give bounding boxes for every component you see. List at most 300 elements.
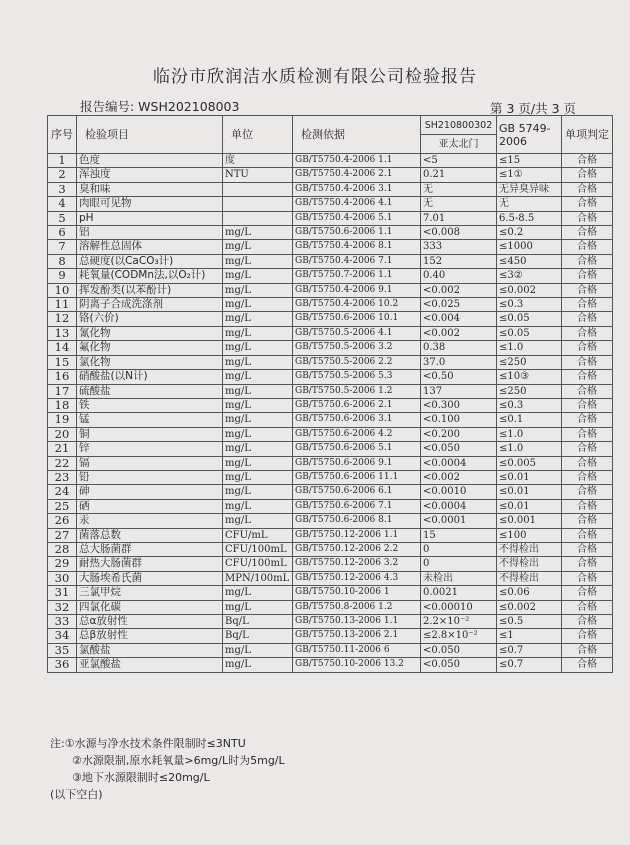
cell-basis: GB/T5750.12-2006 3.2 (293, 557, 421, 571)
page-number: 第 3 页/共 3 页 (490, 101, 577, 116)
cell-basis: GB/T5750.10-2006 1 (293, 586, 421, 600)
cell-verdict: 合格 (562, 499, 613, 513)
cell-verdict: 合格 (562, 312, 613, 326)
table-row (48, 600, 613, 614)
table-header-row (48, 116, 613, 135)
cell-item: 阴离子合成洗涤剂 (77, 298, 223, 312)
cell-basis: GB/T5750.4-2006 2.1 (293, 168, 421, 182)
cell-no: 7 (48, 240, 77, 254)
cell-item: 浑浊度 (77, 168, 223, 182)
cell-limit: 无异臭异味 (497, 182, 562, 196)
notes (50, 735, 285, 803)
cell-limit: ≤250 (497, 384, 562, 398)
cell-verdict: 合格 (562, 370, 613, 384)
cell-unit: mg/L (223, 427, 293, 441)
cell-result: <0.50 (421, 370, 497, 384)
note-3: ③地下水源限制时≤20mg/L (72, 771, 210, 784)
cell-result: <0.002 (421, 326, 497, 340)
cell-verdict: 合格 (562, 629, 613, 643)
table-row (48, 197, 613, 211)
cell-limit: ≤15 (497, 154, 562, 168)
header-basis: 检测依据 (293, 116, 421, 154)
cell-verdict: 合格 (562, 182, 613, 196)
cell-limit: ≤100 (497, 528, 562, 542)
cell-verdict: 合格 (562, 240, 613, 254)
cell-verdict: 合格 (562, 571, 613, 585)
cell-basis: GB/T5750.6-2006 7.1 (293, 499, 421, 513)
table-row (48, 182, 613, 196)
table-row (48, 341, 613, 355)
cell-limit: ≤0.7 (497, 643, 562, 657)
cell-basis: GB/T5750.6-2006 10.1 (293, 312, 421, 326)
cell-verdict: 合格 (562, 427, 613, 441)
cell-item: 锌 (77, 442, 223, 456)
cell-verdict: 合格 (562, 413, 613, 427)
cell-verdict: 合格 (562, 254, 613, 268)
cell-verdict: 合格 (562, 442, 613, 456)
cell-no: 6 (48, 226, 77, 240)
cell-verdict: 合格 (562, 398, 613, 412)
cell-basis: GB/T5750.6-2006 11.1 (293, 470, 421, 484)
cell-basis: GB/T5750.11-2006 6 (293, 643, 421, 657)
cell-result: <0.004 (421, 312, 497, 326)
cell-unit: MPN/100mL (223, 571, 293, 585)
table-row (48, 154, 613, 168)
cell-limit: ≤0.3 (497, 298, 562, 312)
cell-verdict: 合格 (562, 168, 613, 182)
table-row (48, 312, 613, 326)
cell-item: 挥发酚类(以苯酚计) (77, 283, 223, 297)
cell-basis: GB/T5750.5-2006 3.2 (293, 341, 421, 355)
cell-item: 铝 (77, 226, 223, 240)
cell-basis: GB/T5750.6-2006 8.1 (293, 514, 421, 528)
cell-unit: mg/L (223, 499, 293, 513)
cell-limit: ≤3② (497, 269, 562, 283)
cell-result: <0.050 (421, 442, 497, 456)
cell-unit: CFU/100mL (223, 542, 293, 556)
table-row (48, 629, 613, 643)
cell-no: 24 (48, 485, 77, 499)
cell-no: 23 (48, 470, 77, 484)
header-item: 检验项目 (77, 116, 223, 154)
cell-verdict: 合格 (562, 586, 613, 600)
cell-no: 1 (48, 154, 77, 168)
cell-limit: ≤0.01 (497, 499, 562, 513)
cell-basis: GB/T5750.4-2006 3.1 (293, 182, 421, 196)
cell-no: 32 (48, 600, 77, 614)
cell-basis: GB/T5750.6-2006 2.1 (293, 398, 421, 412)
cell-verdict: 合格 (562, 211, 613, 225)
table-row (48, 355, 613, 369)
table-row (48, 298, 613, 312)
cell-basis: GB/T5750.5-2006 5.3 (293, 370, 421, 384)
cell-result: 137 (421, 384, 497, 398)
cell-no: 25 (48, 499, 77, 513)
cell-basis: GB/T5750.4-2006 1.1 (293, 154, 421, 168)
cell-unit: Bq/L (223, 629, 293, 643)
cell-result: 0.40 (421, 269, 497, 283)
cell-limit: ≤0.5 (497, 615, 562, 629)
cell-unit: mg/L (223, 226, 293, 240)
cell-item: 铬(六价) (77, 312, 223, 326)
cell-item: 硝酸盐(以N计) (77, 370, 223, 384)
cell-limit: 6.5-8.5 (497, 211, 562, 225)
cell-basis: GB/T5750.6-2006 9.1 (293, 456, 421, 470)
cell-unit (223, 197, 293, 211)
cell-item: 氟化物 (77, 341, 223, 355)
table-row (48, 615, 613, 629)
cell-basis: GB/T5750.13-2006 1.1 (293, 615, 421, 629)
cell-item: pH (77, 211, 223, 225)
cell-basis: GB/T5750.4-2006 8.1 (293, 240, 421, 254)
cell-no: 8 (48, 254, 77, 268)
cell-no: 27 (48, 528, 77, 542)
cell-result: 未检出 (421, 571, 497, 585)
cell-limit: ≤0.002 (497, 600, 562, 614)
cell-item: 镉 (77, 456, 223, 470)
report-title: 临汾市欣润洁水质检测有限公司检验报告 (153, 67, 477, 87)
cell-unit: 度 (223, 154, 293, 168)
cell-no: 10 (48, 283, 77, 297)
cell-basis: GB/T5750.12-2006 2.2 (293, 542, 421, 556)
cell-result: 37.0 (421, 355, 497, 369)
cell-verdict: 合格 (562, 355, 613, 369)
header-verdict: 单项判定 (562, 116, 613, 154)
cell-no: 4 (48, 197, 77, 211)
cell-unit: mg/L (223, 643, 293, 657)
cell-unit: mg/L (223, 413, 293, 427)
cell-no: 12 (48, 312, 77, 326)
cell-no: 3 (48, 182, 77, 196)
table-row (48, 269, 613, 283)
table-row (48, 643, 613, 657)
cell-basis: GB/T5750.5-2006 4.1 (293, 326, 421, 340)
cell-verdict: 合格 (562, 615, 613, 629)
cell-no: 29 (48, 557, 77, 571)
cell-basis: GB/T5750.6-2006 5.1 (293, 442, 421, 456)
cell-limit: ≤0.001 (497, 514, 562, 528)
cell-limit: 不得检出 (497, 571, 562, 585)
cell-unit (223, 182, 293, 196)
cell-item: 耗氧量(CODMn法,以O₂计) (77, 269, 223, 283)
cell-no: 16 (48, 370, 77, 384)
cell-no: 19 (48, 413, 77, 427)
cell-verdict: 合格 (562, 557, 613, 571)
cell-no: 2 (48, 168, 77, 182)
table-row (48, 168, 613, 182)
cell-item: 三氯甲烷 (77, 586, 223, 600)
cell-item: 四氯化碳 (77, 600, 223, 614)
cell-unit: mg/L (223, 326, 293, 340)
cell-no: 5 (48, 211, 77, 225)
cell-unit: mg/L (223, 384, 293, 398)
cell-limit: ≤0.7 (497, 658, 562, 672)
cell-item: 总β放射性 (77, 629, 223, 643)
cell-limit: ≤250 (497, 355, 562, 369)
cell-unit: mg/L (223, 586, 293, 600)
cell-limit: ≤1① (497, 168, 562, 182)
cell-limit: ≤0.05 (497, 312, 562, 326)
cell-no: 9 (48, 269, 77, 283)
cell-limit: ≤450 (497, 254, 562, 268)
cell-result: <0.050 (421, 658, 497, 672)
cell-unit: mg/L (223, 283, 293, 297)
table-row (48, 384, 613, 398)
cell-limit: ≤1.0 (497, 427, 562, 441)
cell-verdict: 合格 (562, 269, 613, 283)
cell-item: 氯酸盐 (77, 643, 223, 657)
cell-result: <0.002 (421, 470, 497, 484)
table-row (48, 283, 613, 297)
cell-result: <0.025 (421, 298, 497, 312)
cell-verdict: 合格 (562, 326, 613, 340)
cell-basis: GB/T5750.12-2006 1.1 (293, 528, 421, 542)
cell-no: 36 (48, 658, 77, 672)
cell-limit: ≤0.002 (497, 283, 562, 297)
cell-limit: ≤0.3 (497, 398, 562, 412)
cell-unit: mg/L (223, 600, 293, 614)
cell-verdict: 合格 (562, 456, 613, 470)
cell-unit: mg/L (223, 254, 293, 268)
cell-verdict: 合格 (562, 643, 613, 657)
cell-basis: GB/T5750.4-2006 5.1 (293, 211, 421, 225)
cell-result: <5 (421, 154, 497, 168)
cell-result: <0.0004 (421, 499, 497, 513)
table-row (48, 528, 613, 542)
note-1: 注:①水源与净水技术条件限制时≤3NTU (50, 737, 246, 750)
cell-result: 0.21 (421, 168, 497, 182)
cell-item: 溶解性总固体 (77, 240, 223, 254)
cell-basis: GB/T5750.6-2006 6.1 (293, 485, 421, 499)
cell-no: 28 (48, 542, 77, 556)
cell-item: 色度 (77, 154, 223, 168)
cell-no: 17 (48, 384, 77, 398)
cell-unit: mg/L (223, 470, 293, 484)
cell-result: 0.38 (421, 341, 497, 355)
header-sample-id: SH210800302 (421, 116, 497, 135)
cell-verdict: 合格 (562, 470, 613, 484)
cell-limit: ≤0.005 (497, 456, 562, 470)
cell-result: 152 (421, 254, 497, 268)
cell-unit: mg/L (223, 398, 293, 412)
cell-limit: ≤0.1 (497, 413, 562, 427)
cell-item: 总大肠菌群 (77, 542, 223, 556)
test-results-table (47, 115, 613, 673)
cell-result: 无 (421, 197, 497, 211)
cell-unit: NTU (223, 168, 293, 182)
cell-basis: GB/T5750.6-2006 4.2 (293, 427, 421, 441)
note-blank: (以下空白) (50, 788, 103, 801)
cell-item: 铜 (77, 427, 223, 441)
cell-result: <0.002 (421, 283, 497, 297)
cell-limit: 不得检出 (497, 557, 562, 571)
table-row (48, 499, 613, 513)
table-row (48, 485, 613, 499)
cell-limit: ≤1.0 (497, 442, 562, 456)
table-row (48, 226, 613, 240)
cell-verdict: 合格 (562, 514, 613, 528)
cell-item: 大肠埃希氏菌 (77, 571, 223, 585)
cell-no: 33 (48, 615, 77, 629)
table-row (48, 542, 613, 556)
cell-basis: GB/T5750.5-2006 2.2 (293, 355, 421, 369)
header-unit: 单位 (223, 116, 293, 154)
cell-result: 2.2×10⁻² (421, 615, 497, 629)
table-row (48, 470, 613, 484)
cell-result: <0.0001 (421, 514, 497, 528)
cell-basis: GB/T5750.4-2006 7.1 (293, 254, 421, 268)
cell-limit: ≤0.2 (497, 226, 562, 240)
table-row (48, 326, 613, 340)
cell-result: <0.00010 (421, 600, 497, 614)
cell-unit: mg/L (223, 658, 293, 672)
table-row (48, 514, 613, 528)
cell-result: <0.008 (421, 226, 497, 240)
cell-no: 15 (48, 355, 77, 369)
cell-no: 35 (48, 643, 77, 657)
cell-verdict: 合格 (562, 298, 613, 312)
cell-verdict: 合格 (562, 528, 613, 542)
cell-result: <0.050 (421, 643, 497, 657)
cell-item: 氯化物 (77, 355, 223, 369)
cell-result: 333 (421, 240, 497, 254)
cell-unit: mg/L (223, 355, 293, 369)
cell-result: 15 (421, 528, 497, 542)
cell-verdict: 合格 (562, 384, 613, 398)
cell-limit: ≤0.01 (497, 485, 562, 499)
cell-verdict: 合格 (562, 542, 613, 556)
cell-basis: GB/T5750.4-2006 4.1 (293, 197, 421, 211)
cell-verdict: 合格 (562, 154, 613, 168)
cell-unit (223, 211, 293, 225)
table-row (48, 557, 613, 571)
cell-no: 13 (48, 326, 77, 340)
cell-item: 硫酸盐 (77, 384, 223, 398)
cell-verdict: 合格 (562, 600, 613, 614)
cell-limit: ≤1.0 (497, 341, 562, 355)
cell-item: 铅 (77, 470, 223, 484)
cell-item: 臭和味 (77, 182, 223, 196)
cell-result: <0.0004 (421, 456, 497, 470)
cell-basis: GB/T5750.13-2006 2.1 (293, 629, 421, 643)
cell-no: 14 (48, 341, 77, 355)
cell-unit: mg/L (223, 298, 293, 312)
table-row (48, 456, 613, 470)
table-row (48, 442, 613, 456)
cell-limit: ≤0.06 (497, 586, 562, 600)
cell-unit: mg/L (223, 240, 293, 254)
cell-unit: CFU/mL (223, 528, 293, 542)
cell-result: 无 (421, 182, 497, 196)
cell-item: 耐热大肠菌群 (77, 557, 223, 571)
table-row (48, 398, 613, 412)
cell-no: 20 (48, 427, 77, 441)
cell-unit: mg/L (223, 485, 293, 499)
cell-limit: ≤0.05 (497, 326, 562, 340)
cell-verdict: 合格 (562, 658, 613, 672)
cell-item: 硒 (77, 499, 223, 513)
note-2: ②水源限制,原水耗氧量>6mg/L时为5mg/L (72, 754, 285, 767)
cell-unit: mg/L (223, 442, 293, 456)
cell-limit: ≤0.01 (497, 470, 562, 484)
cell-item: 菌落总数 (77, 528, 223, 542)
table-row (48, 211, 613, 225)
cell-basis: GB/T5750.4-2006 10.2 (293, 298, 421, 312)
cell-basis: GB/T5750.5-2006 1.2 (293, 384, 421, 398)
cell-basis: GB/T5750.4-2006 9.1 (293, 283, 421, 297)
cell-result: 0.0021 (421, 586, 497, 600)
cell-limit: ≤1000 (497, 240, 562, 254)
cell-verdict: 合格 (562, 485, 613, 499)
cell-result: <0.200 (421, 427, 497, 441)
cell-unit: mg/L (223, 312, 293, 326)
cell-limit: 无 (497, 197, 562, 211)
table-row (48, 586, 613, 600)
cell-unit: mg/L (223, 341, 293, 355)
cell-verdict: 合格 (562, 283, 613, 297)
table-row (48, 240, 613, 254)
cell-item: 亚氯酸盐 (77, 658, 223, 672)
cell-basis: GB/T5750.6-2006 3.1 (293, 413, 421, 427)
cell-unit: Bq/L (223, 615, 293, 629)
cell-verdict: 合格 (562, 341, 613, 355)
header-no: 序号 (48, 116, 77, 154)
cell-item: 砷 (77, 485, 223, 499)
cell-result: 0 (421, 557, 497, 571)
cell-result: <0.300 (421, 398, 497, 412)
cell-limit: ≤1 (497, 629, 562, 643)
cell-verdict: 合格 (562, 226, 613, 240)
cell-limit: ≤10③ (497, 370, 562, 384)
cell-unit: mg/L (223, 370, 293, 384)
cell-no: 31 (48, 586, 77, 600)
cell-result: ≤2.8×10⁻² (421, 629, 497, 643)
cell-basis: GB/T5750.7-2006 1.1 (293, 269, 421, 283)
cell-result: 7.01 (421, 211, 497, 225)
cell-unit: mg/L (223, 456, 293, 470)
cell-item: 铁 (77, 398, 223, 412)
cell-result: <0.0010 (421, 485, 497, 499)
cell-basis: GB/T5750.10-2006 13.2 (293, 658, 421, 672)
cell-no: 11 (48, 298, 77, 312)
cell-item: 总α放射性 (77, 615, 223, 629)
table-row (48, 413, 613, 427)
report-number: 报告编号: WSH202108003 (80, 99, 240, 114)
cell-item: 氰化物 (77, 326, 223, 340)
header-limit: GB 5749-2006 (497, 116, 562, 154)
cell-no: 30 (48, 571, 77, 585)
table-row (48, 571, 613, 585)
cell-limit: 不得检出 (497, 542, 562, 556)
table-row (48, 658, 613, 672)
cell-unit: mg/L (223, 514, 293, 528)
cell-unit: mg/L (223, 269, 293, 283)
header-sample-location: 亚太北门 (421, 135, 497, 154)
cell-basis: GB/T5750.6-2006 1.1 (293, 226, 421, 240)
cell-no: 34 (48, 629, 77, 643)
cell-result: <0.100 (421, 413, 497, 427)
cell-basis: GB/T5750.12-2006 4.3 (293, 571, 421, 585)
table-row (48, 370, 613, 384)
cell-no: 22 (48, 456, 77, 470)
cell-no: 21 (48, 442, 77, 456)
cell-item: 汞 (77, 514, 223, 528)
table-row (48, 254, 613, 268)
cell-item: 锰 (77, 413, 223, 427)
cell-no: 26 (48, 514, 77, 528)
cell-basis: GB/T5750.8-2006 1.2 (293, 600, 421, 614)
cell-unit: CFU/100mL (223, 557, 293, 571)
